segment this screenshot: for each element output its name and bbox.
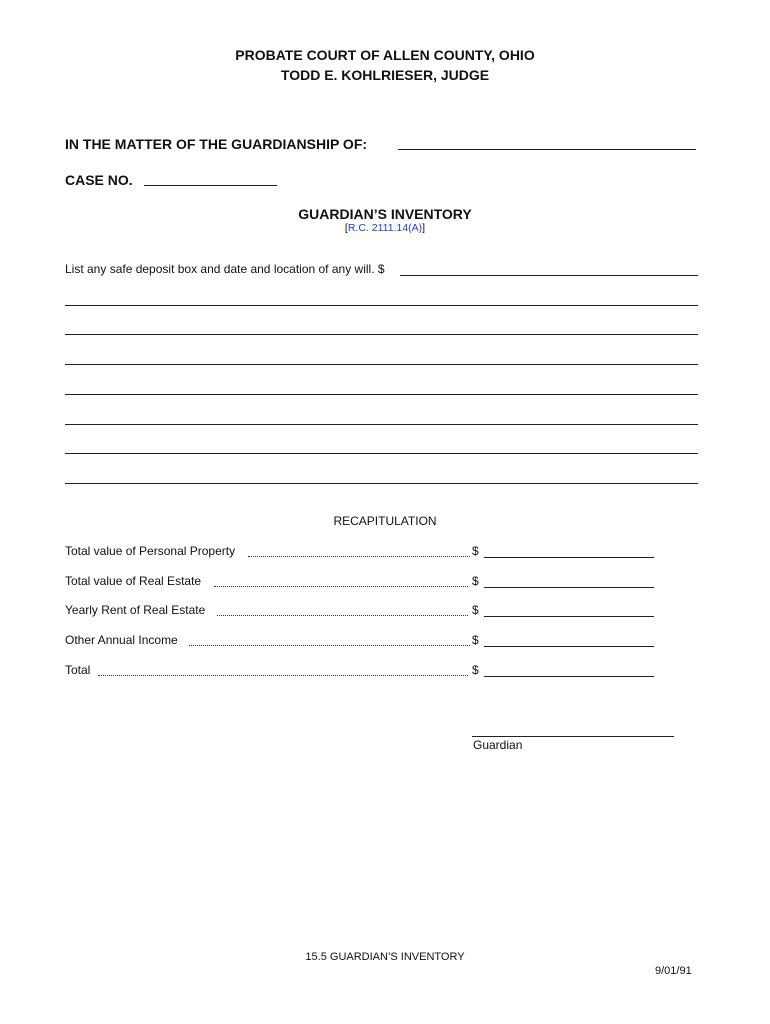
- revision-date: 9/01/91: [655, 965, 692, 977]
- dot-leader: [98, 675, 468, 676]
- currency-symbol: $: [472, 574, 479, 588]
- inventory-line[interactable]: [65, 483, 698, 484]
- document-title: GUARDIAN’S INVENTORY: [298, 206, 472, 222]
- recap-row-label: Total: [65, 663, 91, 677]
- judge-name: TODD E. KOHLRIESER, JUDGE: [280, 67, 490, 83]
- inventory-line[interactable]: [65, 424, 698, 425]
- case-number-field[interactable]: [144, 185, 277, 186]
- yearly-rent-field[interactable]: [484, 616, 654, 617]
- statute-open-bracket: [: [344, 222, 348, 234]
- personal-property-field[interactable]: [484, 557, 654, 558]
- court-name: PROBATE COURT OF ALLEN COUNTY, OHIO: [235, 47, 535, 63]
- real-estate-field[interactable]: [484, 587, 654, 588]
- currency-symbol: $: [472, 544, 479, 558]
- statute-close-bracket: ]: [422, 222, 426, 234]
- inventory-line[interactable]: [65, 394, 698, 395]
- matter-label: IN THE MATTER OF THE GUARDIANSHIP OF:: [65, 136, 368, 152]
- signature-label: Guardian: [473, 738, 523, 752]
- inventory-line[interactable]: [65, 364, 698, 365]
- statute-link[interactable]: R.C. 2111.14(A): [347, 222, 423, 234]
- currency-symbol: $: [472, 603, 479, 617]
- guardian-signature-field[interactable]: [472, 736, 674, 737]
- currency-symbol: $: [472, 663, 479, 677]
- inventory-line[interactable]: [65, 305, 698, 306]
- matter-field[interactable]: [398, 149, 696, 150]
- form-name: 15.5 GUARDIAN’S INVENTORY: [305, 951, 465, 963]
- inventory-line[interactable]: [65, 453, 698, 454]
- recap-row-label: Yearly Rent of Real Estate: [65, 603, 206, 617]
- inventory-line[interactable]: [65, 334, 698, 335]
- case-number-label: CASE NO.: [65, 172, 133, 188]
- currency-symbol: $: [472, 633, 479, 647]
- statute-reference[interactable]: [0, 222, 770, 235]
- other-income-field[interactable]: [484, 646, 654, 647]
- dot-leader: [217, 615, 468, 616]
- recap-row-label: Other Annual Income: [65, 633, 178, 647]
- inventory-first-field[interactable]: [400, 275, 698, 276]
- dot-leader: [214, 586, 468, 587]
- recap-title: RECAPITULATION: [333, 514, 437, 528]
- recap-row-label: Total value of Personal Property: [65, 544, 236, 558]
- recap-row-label: Total value of Real Estate: [65, 574, 202, 588]
- inventory-prompt: List any safe deposit box and date and location of any will. $: [65, 262, 385, 276]
- total-field[interactable]: [484, 676, 654, 677]
- dot-leader: [248, 556, 470, 557]
- dot-leader: [189, 645, 470, 646]
